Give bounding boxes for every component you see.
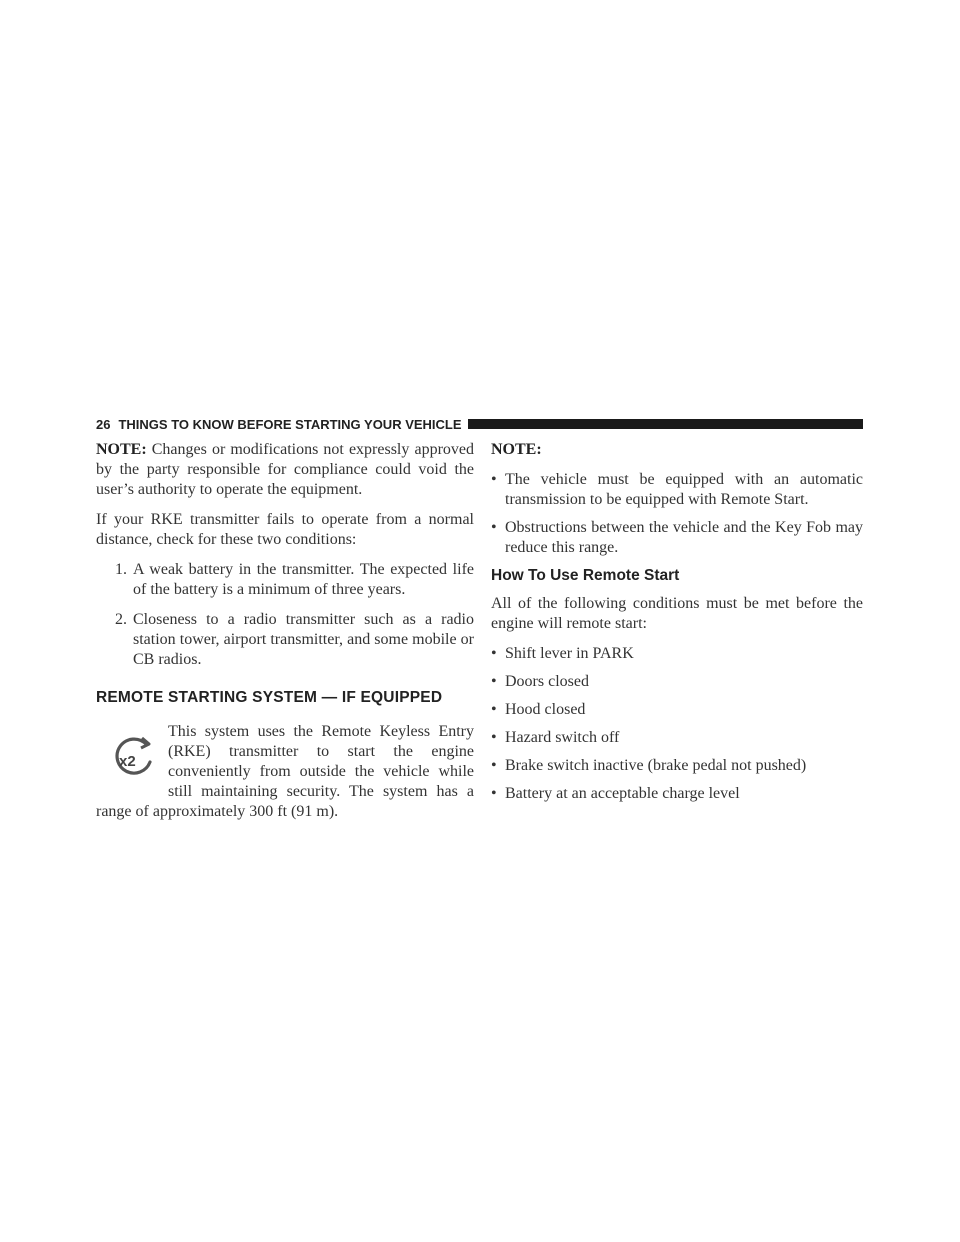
- chapter-title: THINGS TO KNOW BEFORE STARTING YOUR VEHICLE: [118, 416, 462, 432]
- subheading: How To Use Remote Start: [491, 567, 680, 584]
- list-item: • Doors closed: [491, 673, 589, 690]
- list-item: • The vehicle must be equipped with an automatic transmission to be equipped with Remote Start.: [491, 471, 863, 508]
- remote-start-x2-icon: [106, 730, 158, 792]
- note-text: Changes or modifications not expressly approved by the party responsible for compliance could void the user’s authority to operate the equipment.: [96, 441, 474, 498]
- page-header: [96, 414, 863, 434]
- svg-text:x2: x2: [119, 753, 136, 770]
- note-bullets: [491, 470, 863, 558]
- note-heading: NOTE:: [491, 441, 542, 458]
- left-column: [96, 440, 474, 832]
- intro-paragraph: All of the following conditions must be met before the engine will remote start:: [491, 595, 863, 632]
- list-item: • Hood closed: [491, 701, 586, 718]
- list-item: • Brake switch inactive (brake pedal not pushed): [491, 757, 807, 774]
- list-item: • Battery at an acceptable charge level: [491, 785, 740, 802]
- remote-start-description: This system uses the Remote Keyless Entry (RKE) transmitter to start the engine conveniently from outside the vehicle while still maintaining security. The system has a range of approximately 300 ft (91 m).: [96, 723, 474, 820]
- list-item: 2. Closeness to a radio transmitter such as a radio station tower, airport transmitter, and some mobile or CB radios.: [115, 611, 474, 668]
- failure-conditions-list: [96, 560, 474, 670]
- list-item: • Hazard switch off: [491, 729, 620, 746]
- note-label: NOTE:: [96, 441, 147, 458]
- start-conditions-list: [491, 644, 863, 804]
- list-item: 1. A weak battery in the transmitter. The expected life of the battery is a minimum of three years.: [115, 561, 474, 598]
- list-item: • Shift lever in PARK: [491, 645, 634, 662]
- note-paragraph: [96, 440, 474, 500]
- list-item: • Obstructions between the vehicle and the Key Fob may reduce this range.: [491, 519, 863, 556]
- section-heading: REMOTE STARTING SYSTEM — IF EQUIPPED: [96, 689, 443, 706]
- rke-failure-paragraph: If your RKE transmitter fails to operate from a normal distance, check for these two conditions:: [96, 511, 474, 548]
- page-number: 26: [96, 416, 111, 432]
- remote-start-block: [96, 722, 474, 822]
- header-rule: [468, 419, 863, 429]
- right-column: [491, 440, 863, 812]
